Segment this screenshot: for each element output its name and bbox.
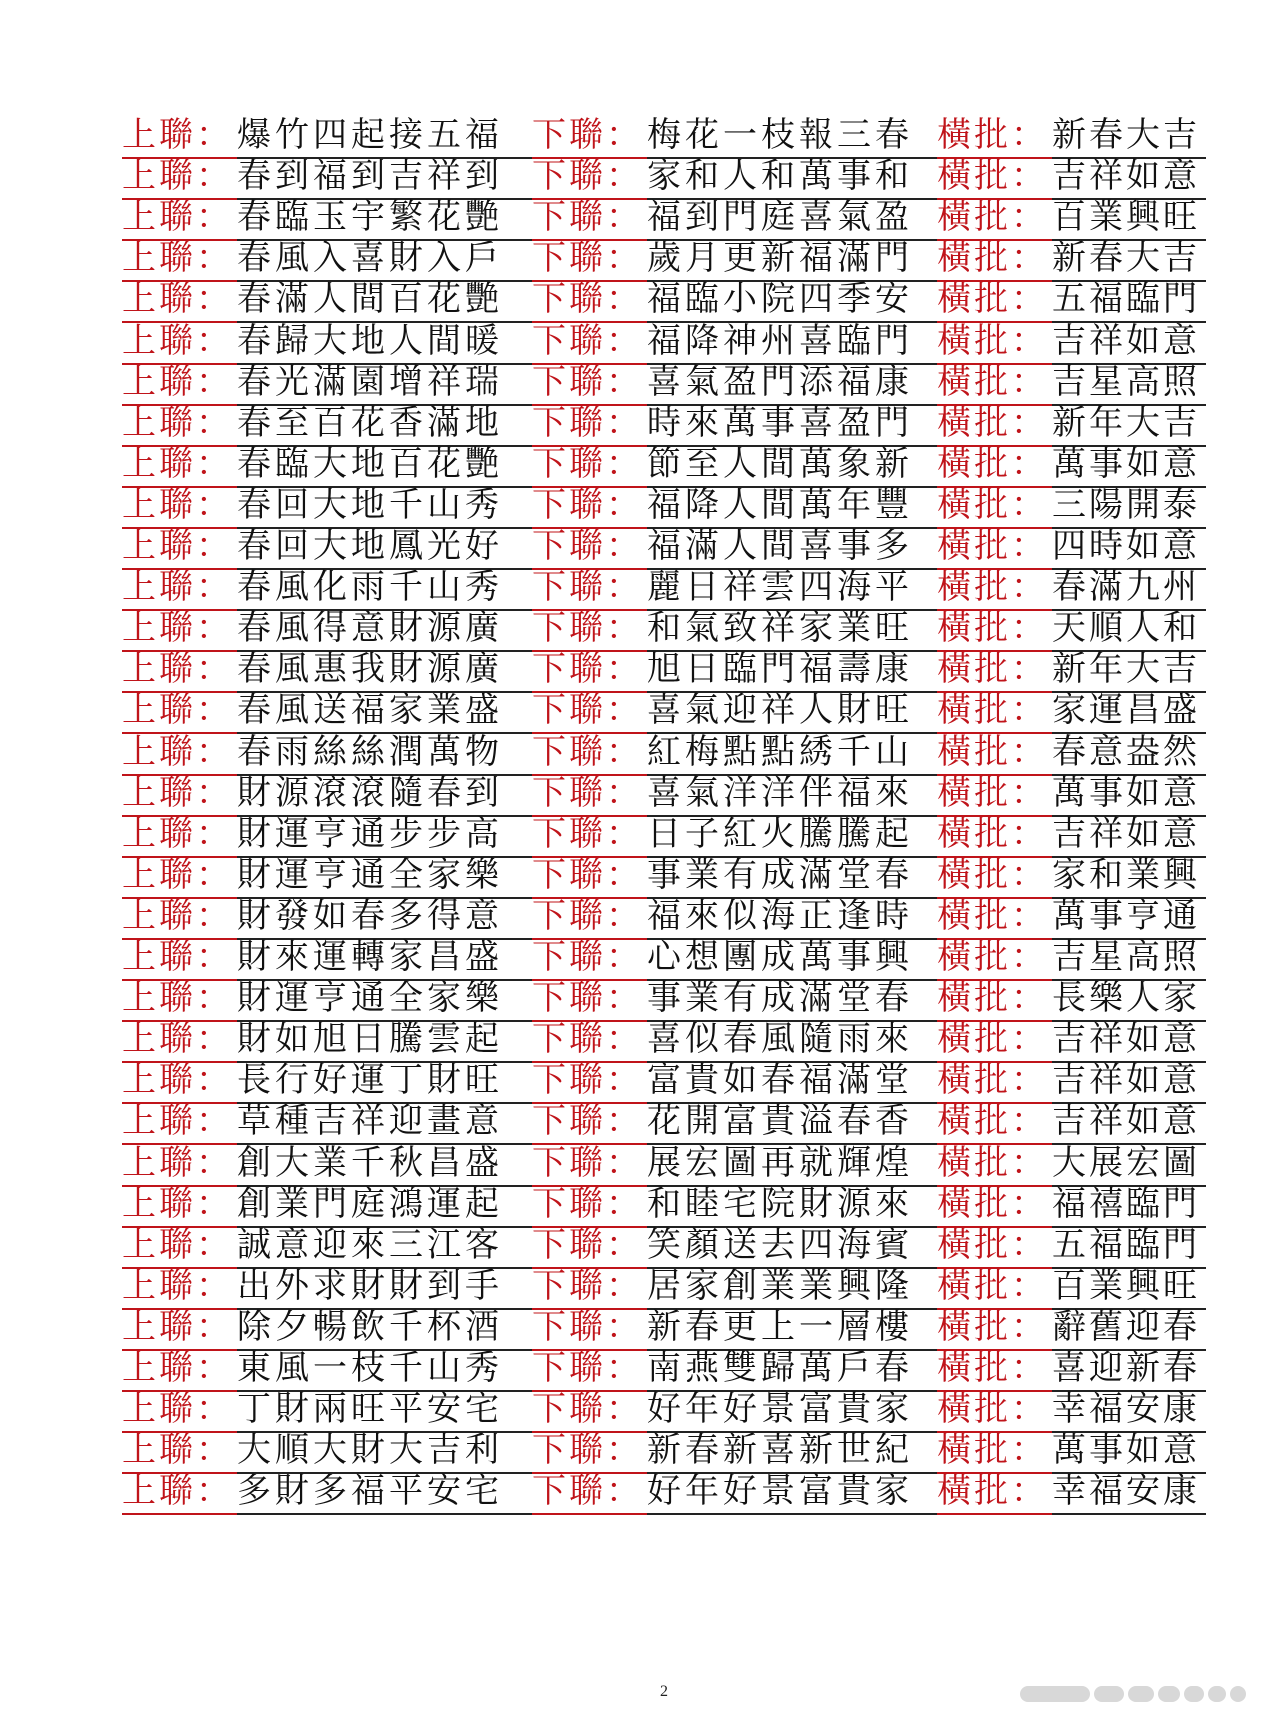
upper-label: 上聯： xyxy=(122,1389,233,1430)
couplet-row xyxy=(122,772,1206,817)
upper-couplet: 多財多福平安宅 xyxy=(237,1471,503,1512)
upper-label: 上聯： xyxy=(122,1060,233,1101)
horizontal-scroll: 萬事如意 xyxy=(1052,443,1200,484)
lower-couplet: 新春更上一層樓 xyxy=(647,1306,913,1347)
lower-couplet: 居家創業業興隆 xyxy=(647,1265,913,1306)
horizontal-scroll: 辭舊迎春 xyxy=(1052,1306,1200,1347)
horizontal-scroll: 吉祥如意 xyxy=(1052,320,1200,361)
couplet-row xyxy=(122,731,1206,776)
lower-couplet: 和睦宅院財源來 xyxy=(647,1183,913,1224)
lower-couplet: 和氣致祥家業旺 xyxy=(647,608,913,649)
lower-label: 下聯： xyxy=(532,937,643,977)
lower-couplet: 喜氣洋洋伴福來 xyxy=(647,772,913,813)
lower-couplet: 梅花一枝報三春 xyxy=(647,115,913,155)
horizontal-scroll: 新春大吉 xyxy=(1052,115,1200,155)
horizontal-label: 橫批： xyxy=(937,320,1048,361)
couplet-row xyxy=(122,977,1206,1022)
couplet-row xyxy=(122,1059,1206,1104)
horizontal-scroll: 百業興旺 xyxy=(1052,197,1200,238)
row-underline xyxy=(122,1513,237,1515)
horizontal-label: 橫批： xyxy=(937,402,1048,443)
horizontal-scroll: 吉星高照 xyxy=(1052,361,1200,402)
horizontal-label: 橫批： xyxy=(937,1224,1048,1265)
lower-label: 下聯： xyxy=(532,156,643,197)
lower-label: 下聯： xyxy=(532,1224,643,1265)
lower-label: 下聯： xyxy=(532,197,643,238)
horizontal-label: 橫批： xyxy=(937,608,1048,649)
upper-label: 上聯： xyxy=(122,1306,233,1347)
row-underline xyxy=(237,1513,532,1515)
watermark-mark xyxy=(1184,1686,1204,1702)
upper-label: 上聯： xyxy=(122,813,233,854)
couplet-row xyxy=(122,1265,1206,1310)
couplet-row xyxy=(122,1100,1206,1145)
horizontal-scroll: 萬事如意 xyxy=(1052,1430,1200,1471)
lower-label: 下聯： xyxy=(532,1348,643,1388)
horizontal-label: 橫批： xyxy=(937,1142,1048,1183)
upper-couplet: 大順大財大吉利 xyxy=(237,1430,503,1471)
couplet-row xyxy=(122,854,1206,899)
watermark-mark xyxy=(1230,1686,1246,1702)
couplet-row xyxy=(122,237,1206,282)
lower-label: 下聯： xyxy=(532,895,643,936)
couplet-row xyxy=(122,196,1206,241)
lower-label: 下聯： xyxy=(532,320,643,361)
horizontal-scroll: 吉祥如意 xyxy=(1052,156,1200,197)
horizontal-label: 橫批： xyxy=(937,1389,1048,1430)
horizontal-scroll: 吉祥如意 xyxy=(1052,1101,1200,1142)
lower-label: 下聯： xyxy=(532,1101,643,1142)
lower-label: 下聯： xyxy=(532,402,643,443)
horizontal-label: 橫批： xyxy=(937,813,1048,854)
horizontal-label: 橫批： xyxy=(937,649,1048,690)
horizontal-label: 橫批： xyxy=(937,238,1048,279)
couplet-row xyxy=(122,525,1206,570)
lower-label: 下聯： xyxy=(532,813,643,854)
couplet-row xyxy=(122,443,1206,488)
couplet-row xyxy=(122,689,1206,734)
upper-couplet: 春風得意財源廣 xyxy=(237,608,503,649)
horizontal-label: 橫批： xyxy=(937,115,1048,155)
horizontal-label: 橫批： xyxy=(937,156,1048,197)
lower-label: 下聯： xyxy=(532,279,643,320)
lower-couplet: 心想團成萬事興 xyxy=(647,937,913,977)
upper-couplet: 出外求財財到手 xyxy=(237,1265,503,1306)
couplet-row xyxy=(122,895,1206,940)
horizontal-label: 橫批： xyxy=(937,279,1048,320)
lower-couplet: 富貴如春福滿堂 xyxy=(647,1060,913,1101)
lower-couplet: 紅梅點點綉千山 xyxy=(647,731,913,772)
couplet-row xyxy=(122,936,1206,981)
upper-label: 上聯： xyxy=(122,1348,233,1388)
horizontal-scroll: 家運昌盛 xyxy=(1052,690,1200,731)
upper-couplet: 財運亨通全家樂 xyxy=(237,854,503,895)
horizontal-label: 橫批： xyxy=(937,772,1048,813)
horizontal-scroll: 天順人和 xyxy=(1052,608,1200,649)
horizontal-label: 橫批： xyxy=(937,1430,1048,1471)
horizontal-label: 橫批： xyxy=(937,484,1048,525)
upper-couplet: 春臨玉宇繁花艷 xyxy=(237,197,503,238)
horizontal-label: 橫批： xyxy=(937,1348,1048,1388)
row-underline xyxy=(1052,1513,1206,1515)
upper-label: 上聯： xyxy=(122,1142,233,1183)
lower-label: 下聯： xyxy=(532,115,643,155)
upper-couplet: 春風送福家業盛 xyxy=(237,690,503,731)
horizontal-label: 橫批： xyxy=(937,443,1048,484)
couplet-row xyxy=(122,402,1206,447)
lower-label: 下聯： xyxy=(532,649,643,690)
horizontal-scroll: 吉祥如意 xyxy=(1052,1019,1200,1060)
horizontal-label: 橫批： xyxy=(937,1306,1048,1347)
upper-label: 上聯： xyxy=(122,895,233,936)
upper-label: 上聯： xyxy=(122,690,233,731)
horizontal-scroll: 百業興旺 xyxy=(1052,1265,1200,1306)
upper-couplet: 財運亨通全家樂 xyxy=(237,978,503,1019)
horizontal-scroll: 春意盎然 xyxy=(1052,731,1200,772)
watermark-mark xyxy=(1128,1686,1154,1702)
horizontal-scroll: 萬事如意 xyxy=(1052,772,1200,813)
horizontal-label: 橫批： xyxy=(937,1060,1048,1101)
lower-label: 下聯： xyxy=(532,1306,643,1347)
lower-couplet: 南燕雙歸萬戶春 xyxy=(647,1348,913,1388)
horizontal-label: 橫批： xyxy=(937,1471,1048,1512)
lower-label: 下聯： xyxy=(532,567,643,608)
lower-couplet: 事業有成滿堂春 xyxy=(647,854,913,895)
couplet-row xyxy=(122,607,1206,652)
couplet-row xyxy=(122,1306,1206,1351)
horizontal-scroll: 四時如意 xyxy=(1052,526,1200,566)
upper-couplet: 春回大地千山秀 xyxy=(237,484,503,525)
horizontal-scroll: 五福臨門 xyxy=(1052,279,1200,320)
lower-couplet: 笑顏送去四海賓 xyxy=(647,1224,913,1265)
upper-couplet: 財運亨通步步高 xyxy=(237,813,503,854)
horizontal-scroll: 福禧臨門 xyxy=(1052,1183,1200,1224)
lower-label: 下聯： xyxy=(532,731,643,772)
upper-couplet: 財來運轉家昌盛 xyxy=(237,937,503,977)
upper-label: 上聯： xyxy=(122,1471,233,1512)
lower-label: 下聯： xyxy=(532,238,643,279)
upper-couplet: 春光滿園增祥瑞 xyxy=(237,361,503,402)
lower-couplet: 喜氣盈門添福康 xyxy=(647,361,913,402)
watermark-mark xyxy=(1208,1686,1226,1702)
couplet-row xyxy=(122,566,1206,611)
lower-couplet: 麗日祥雲四海平 xyxy=(647,567,913,608)
upper-label: 上聯： xyxy=(122,361,233,402)
lower-couplet: 旭日臨門福壽康 xyxy=(647,649,913,690)
lower-label: 下聯： xyxy=(532,978,643,1019)
upper-couplet: 春雨絲絲潤萬物 xyxy=(237,731,503,772)
lower-couplet: 福降神州喜臨門 xyxy=(647,320,913,361)
watermark-mark xyxy=(1158,1686,1180,1702)
horizontal-scroll: 家和業興 xyxy=(1052,854,1200,895)
lower-couplet: 展宏圖再就輝煌 xyxy=(647,1142,913,1183)
upper-couplet: 春回大地鳳光好 xyxy=(237,526,503,566)
upper-couplet: 財如旭日騰雲起 xyxy=(237,1019,503,1060)
upper-label: 上聯： xyxy=(122,1224,233,1265)
lower-couplet: 日子紅火騰騰起 xyxy=(647,813,913,854)
lower-couplet: 時來萬事喜盈門 xyxy=(647,402,913,443)
upper-couplet: 爆竹四起接五福 xyxy=(237,115,503,155)
couplet-row xyxy=(122,361,1206,406)
lower-couplet: 福降人間萬年豐 xyxy=(647,484,913,525)
lower-couplet: 好年好景富貴家 xyxy=(647,1389,913,1430)
lower-label: 下聯： xyxy=(532,772,643,813)
horizontal-label: 橫批： xyxy=(937,567,1048,608)
upper-couplet: 春臨大地百花艷 xyxy=(237,443,503,484)
upper-couplet: 創業門庭鴻運起 xyxy=(237,1183,503,1224)
upper-label: 上聯： xyxy=(122,854,233,895)
upper-label: 上聯： xyxy=(122,649,233,690)
couplet-row xyxy=(122,1347,1206,1392)
couplet-row xyxy=(122,114,1206,159)
upper-label: 上聯： xyxy=(122,1019,233,1060)
upper-label: 上聯： xyxy=(122,731,233,772)
lower-couplet: 歲月更新福滿門 xyxy=(647,238,913,279)
horizontal-label: 橫批： xyxy=(937,854,1048,895)
lower-couplet: 花開富貴溢春香 xyxy=(647,1101,913,1142)
page-number: 2 xyxy=(660,1683,668,1700)
upper-label: 上聯： xyxy=(122,320,233,361)
horizontal-scroll: 萬事亨通 xyxy=(1052,895,1200,936)
upper-label: 上聯： xyxy=(122,115,233,155)
horizontal-scroll: 喜迎新春 xyxy=(1052,1348,1200,1388)
upper-label: 上聯： xyxy=(122,279,233,320)
upper-couplet: 誠意迎來三江客 xyxy=(237,1224,503,1265)
upper-label: 上聯： xyxy=(122,772,233,813)
horizontal-scroll: 吉祥如意 xyxy=(1052,1060,1200,1101)
horizontal-scroll: 大展宏圖 xyxy=(1052,1142,1200,1183)
couplet-row xyxy=(122,1224,1206,1269)
row-underline xyxy=(937,1513,1052,1515)
couplet-row xyxy=(122,1142,1206,1187)
lower-label: 下聯： xyxy=(532,1142,643,1183)
lower-couplet: 新春新喜新世紀 xyxy=(647,1430,913,1471)
horizontal-label: 橫批： xyxy=(937,1265,1048,1306)
horizontal-scroll: 長樂人家 xyxy=(1052,978,1200,1019)
lower-label: 下聯： xyxy=(532,690,643,731)
upper-label: 上聯： xyxy=(122,567,233,608)
upper-couplet: 春風惠我財源廣 xyxy=(237,649,503,690)
upper-label: 上聯： xyxy=(122,937,233,977)
horizontal-label: 橫批： xyxy=(937,895,1048,936)
upper-couplet: 春到福到吉祥到 xyxy=(237,156,503,197)
upper-label: 上聯： xyxy=(122,1183,233,1224)
lower-couplet: 家和人和萬事和 xyxy=(647,156,913,197)
upper-label: 上聯： xyxy=(122,608,233,649)
horizontal-scroll: 三陽開泰 xyxy=(1052,484,1200,525)
horizontal-label: 橫批： xyxy=(937,197,1048,238)
couplet-row xyxy=(122,320,1206,365)
couplet-row xyxy=(122,155,1206,200)
upper-couplet: 春歸大地人間暖 xyxy=(237,320,503,361)
watermark-mark xyxy=(1094,1686,1124,1702)
lower-couplet: 福滿人間喜事多 xyxy=(647,526,913,566)
couplet-row xyxy=(122,484,1206,529)
horizontal-label: 橫批： xyxy=(937,731,1048,772)
horizontal-label: 橫批： xyxy=(937,1101,1048,1142)
upper-label: 上聯： xyxy=(122,238,233,279)
upper-couplet: 創大業千秋昌盛 xyxy=(237,1142,503,1183)
horizontal-label: 橫批： xyxy=(937,1019,1048,1060)
horizontal-label: 橫批： xyxy=(937,937,1048,977)
horizontal-scroll: 春滿九州 xyxy=(1052,567,1200,608)
upper-couplet: 春滿人間百花艷 xyxy=(237,279,503,320)
couplet-row xyxy=(122,1018,1206,1063)
lower-label: 下聯： xyxy=(532,484,643,525)
horizontal-scroll: 新春大吉 xyxy=(1052,238,1200,279)
couplet-row xyxy=(122,1470,1206,1515)
couplet-row xyxy=(122,1429,1206,1474)
lower-label: 下聯： xyxy=(532,1019,643,1060)
lower-label: 下聯： xyxy=(532,526,643,566)
upper-couplet: 草種吉祥迎畫意 xyxy=(237,1101,503,1142)
upper-label: 上聯： xyxy=(122,402,233,443)
upper-label: 上聯： xyxy=(122,197,233,238)
watermark-mark xyxy=(1020,1686,1090,1702)
horizontal-scroll: 新年大吉 xyxy=(1052,402,1200,443)
lower-label: 下聯： xyxy=(532,1389,643,1430)
lower-label: 下聯： xyxy=(532,1430,643,1471)
couplet-row xyxy=(122,1388,1206,1433)
horizontal-scroll: 吉祥如意 xyxy=(1052,813,1200,854)
lower-couplet: 福來似海正逢時 xyxy=(647,895,913,936)
lower-label: 下聯： xyxy=(532,443,643,484)
watermark xyxy=(1020,1683,1250,1705)
horizontal-scroll: 幸福安康 xyxy=(1052,1471,1200,1512)
couplet-row xyxy=(122,813,1206,858)
upper-label: 上聯： xyxy=(122,978,233,1019)
upper-label: 上聯： xyxy=(122,1101,233,1142)
row-underline xyxy=(647,1513,937,1515)
couplet-row xyxy=(122,648,1206,693)
upper-couplet: 財源滾滾隨春到 xyxy=(237,772,503,813)
horizontal-label: 橫批： xyxy=(937,361,1048,402)
lower-couplet: 事業有成滿堂春 xyxy=(647,978,913,1019)
lower-label: 下聯： xyxy=(532,608,643,649)
upper-label: 上聯： xyxy=(122,1265,233,1306)
upper-couplet: 除夕暢飲千杯酒 xyxy=(237,1306,503,1347)
upper-couplet: 財發如春多得意 xyxy=(237,895,503,936)
upper-label: 上聯： xyxy=(122,443,233,484)
lower-label: 下聯： xyxy=(532,1183,643,1224)
upper-couplet: 春至百花香滿地 xyxy=(237,402,503,443)
horizontal-scroll: 新年大吉 xyxy=(1052,649,1200,690)
lower-couplet: 喜似春風隨雨來 xyxy=(647,1019,913,1060)
horizontal-label: 橫批： xyxy=(937,978,1048,1019)
lower-couplet: 福臨小院四季安 xyxy=(647,279,913,320)
upper-couplet: 長行好運丁財旺 xyxy=(237,1060,503,1101)
horizontal-label: 橫批： xyxy=(937,526,1048,566)
horizontal-scroll: 吉星高照 xyxy=(1052,937,1200,977)
lower-couplet: 喜氣迎祥人財旺 xyxy=(647,690,913,731)
upper-couplet: 丁財兩旺平安宅 xyxy=(237,1389,503,1430)
lower-label: 下聯： xyxy=(532,1060,643,1101)
horizontal-scroll: 幸福安康 xyxy=(1052,1389,1200,1430)
lower-couplet: 好年好景富貴家 xyxy=(647,1471,913,1512)
lower-couplet: 福到門庭喜氣盈 xyxy=(647,197,913,238)
upper-label: 上聯： xyxy=(122,484,233,525)
horizontal-scroll: 五福臨門 xyxy=(1052,1224,1200,1265)
upper-label: 上聯： xyxy=(122,156,233,197)
row-underline xyxy=(532,1513,647,1515)
horizontal-label: 橫批： xyxy=(937,1183,1048,1224)
lower-label: 下聯： xyxy=(532,1471,643,1512)
upper-couplet: 春風入喜財入戶 xyxy=(237,238,503,279)
lower-label: 下聯： xyxy=(532,854,643,895)
upper-couplet: 春風化雨千山秀 xyxy=(237,567,503,608)
horizontal-label: 橫批： xyxy=(937,690,1048,731)
lower-label: 下聯： xyxy=(532,1265,643,1306)
lower-couplet: 節至人間萬象新 xyxy=(647,443,913,484)
couplet-row xyxy=(122,1183,1206,1228)
upper-couplet: 東風一枝千山秀 xyxy=(237,1348,503,1388)
upper-label: 上聯： xyxy=(122,1430,233,1471)
lower-label: 下聯： xyxy=(532,361,643,402)
upper-label: 上聯： xyxy=(122,526,233,566)
couplet-row xyxy=(122,278,1206,323)
